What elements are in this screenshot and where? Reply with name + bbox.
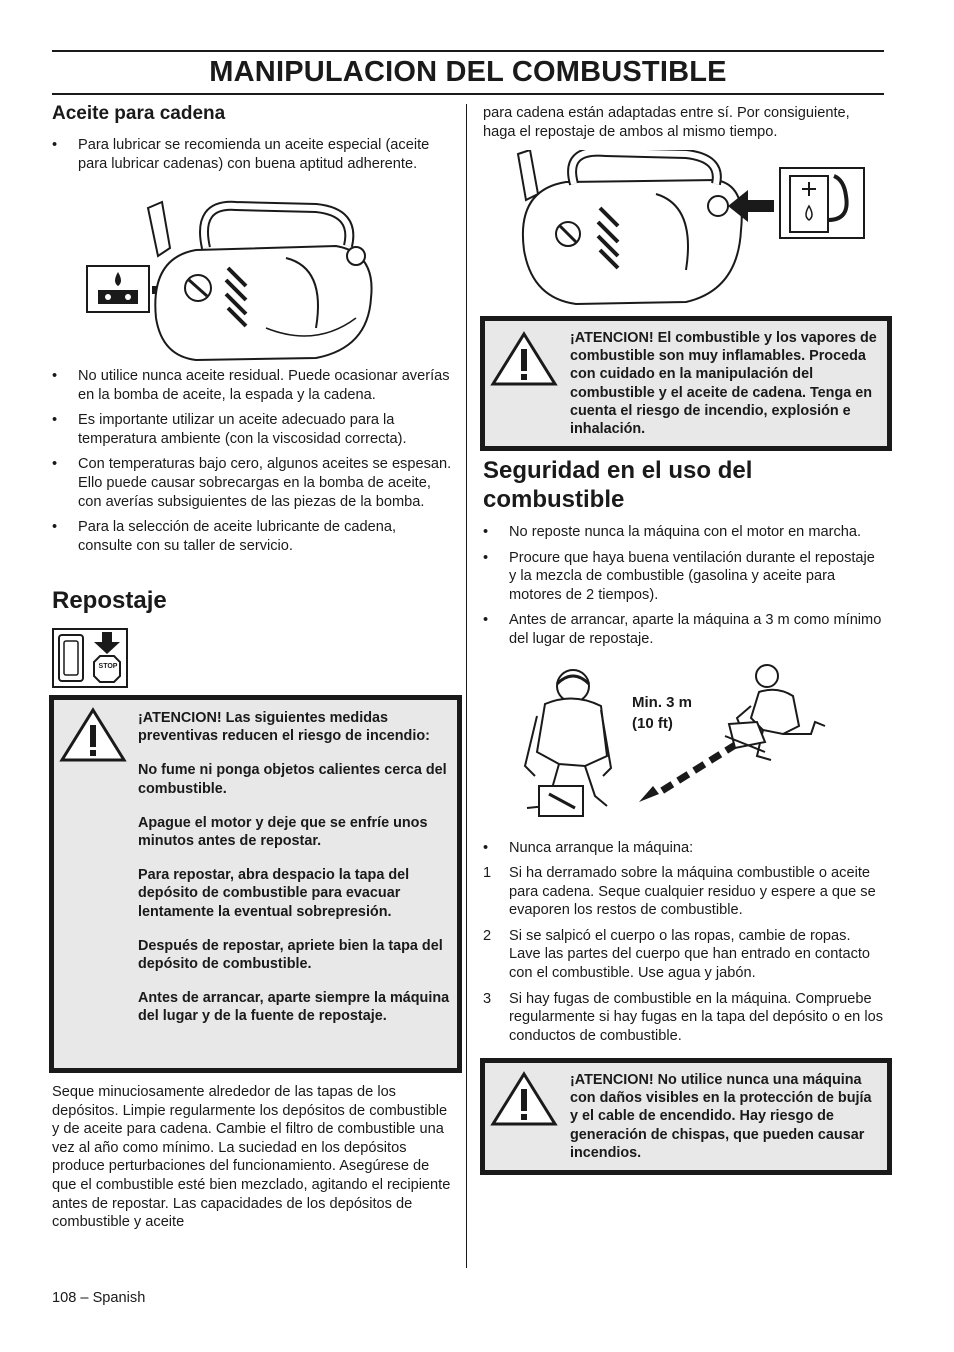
list-item: • Con temperaturas bajo cero, algunos aceites se espesan. Ello puede causar sobrecargas en la bomba de aceite, con averías subsiguientes de las piezas de la bomba. bbox=[52, 455, 452, 511]
warning-paragraph: No fume ni ponga objetos calientes cerca del combustible. bbox=[138, 762, 447, 797]
warning-triangle-icon bbox=[490, 331, 558, 387]
flammable-warning-text: ¡ATENCION! El combustible y los vapores de combustible son muy inflamables. Proceda con cuidado en la manipulación del combustible y el aceite de cadena. Tenga en cuenta el riesgo de incendio, explosión e inhalación. bbox=[570, 330, 877, 438]
refuel-closing-text: Seque minuciosamente alrededor de las tapas de los depósitos. Limpie regularmente los depósitos de combustible y de aceite para cadena. Cambie el filtro de combustible una vez al año como mínimo. La suciedad en los depósitos produce perturbaciones del funcionamiento. Asegúrese de que el combustible esté bien mezclado, agitando el recipiente antes de repostar. Las capacidades de los depósitos de combustible y aceite bbox=[52, 1084, 451, 1231]
chainsaw-oil-illustration bbox=[86, 198, 386, 364]
refuel-warning-box bbox=[49, 695, 462, 1073]
list-item: 1 Si ha derramado sobre la máquina combustible o aceite para cadena. Seque cualquier residuo y espere a que se evaporen los restos de combustible. bbox=[483, 865, 876, 919]
title-rule bbox=[52, 93, 884, 95]
warning-paragraph: Apague el motor y deje que se enfríe unos minutos antes de repostar. bbox=[138, 814, 428, 850]
flammable-warning-box bbox=[480, 316, 892, 451]
stop-label: STOP bbox=[98, 663, 118, 670]
top-rule bbox=[52, 50, 884, 52]
list-item: • Procure que haya buena ventilación durante el repostaje y la mezcla de combustible (gasolina y aceite para motores de 2 tiempos). bbox=[483, 549, 885, 605]
warning-paragraph: Para repostar, abra despacio la tapa del depósito de combustible para evacuar lentamente la eventual sobrepresión. bbox=[138, 867, 410, 920]
chainsaw-fuel-illustration bbox=[516, 150, 866, 308]
column-divider bbox=[466, 104, 467, 1268]
never-start-list bbox=[483, 839, 885, 865]
oil-intro-list bbox=[52, 136, 452, 180]
warning-paragraph: Antes de arrancar, aparte siempre la máquina del lugar y de la fuente de repostaje. bbox=[138, 990, 450, 1025]
never-start-conditions bbox=[483, 864, 885, 1052]
list-item: 3 Si hay fugas de combustible en la máquina. Compruebe regularmente si hay fugas en la tapa del depósito o en los conductos de combustible. bbox=[483, 990, 884, 1044]
continuation-text: para cadena están adaptadas entre sí. Por consiguiente, haga el repostaje de ambos al mismo tiempo. bbox=[483, 105, 850, 140]
distance-label-metric: Min. 3 m bbox=[632, 694, 693, 711]
refuel-heading: Repostaje bbox=[52, 587, 167, 614]
warning-triangle-icon bbox=[490, 1071, 558, 1127]
oil-heading: Aceite para cadena bbox=[52, 103, 226, 124]
page-footer: 108 – Spanish bbox=[52, 1290, 146, 1306]
oil-bullets bbox=[52, 367, 452, 562]
distance-label-imperial: (10 ft) bbox=[632, 715, 673, 732]
list-item: • Para lubricar se recomienda un aceite especial (aceite para lubricar cadenas) con buena aptitud adherente. bbox=[52, 136, 452, 173]
list-item: • Nunca arranque la máquina: bbox=[483, 839, 885, 858]
spark-warning-box bbox=[480, 1058, 892, 1175]
list-item: 2 Si se salpicó el cuerpo o las ropas, cambie de ropas. Lave las partes del cuerpo que han entrado en contacto con el combustible. Use agua y jabón. bbox=[483, 927, 871, 981]
distance-illustration bbox=[515, 656, 845, 822]
page-title: MANIPULACION DEL COMBUSTIBLE bbox=[209, 56, 727, 88]
list-item: • No utilice nunca aceite residual. Puede ocasionar averías en la bomba de aceite, la espada y la cadena. bbox=[52, 367, 452, 404]
warning-paragraph: ¡ATENCION! Las siguientes medidas preventivas reducen el riesgo de incendio: bbox=[138, 710, 430, 745]
spark-warning-text: ¡ATENCION! No utilice nunca una máquina con daños visibles en la protección de bujía y el cable de encendido. Hay riesgo de generación de chispas, que pueden causar incendios. bbox=[570, 1072, 872, 1161]
warning-paragraph: Después de repostar, apriete bien la tapa del depósito de combustible. bbox=[138, 937, 443, 973]
warning-triangle-icon bbox=[59, 707, 127, 763]
list-item: • Es importante utilizar un aceite adecuado para la temperatura ambiente (con la viscosidad correcta). bbox=[52, 411, 452, 448]
list-item: • Antes de arrancar, aparte la máquina a 3 m como mínimo del lugar de repostaje. bbox=[483, 611, 885, 648]
stop-engine-icon bbox=[52, 628, 128, 688]
list-item: • Para la selección de aceite lubricante de cadena, consulte con su taller de servicio. bbox=[52, 518, 452, 555]
list-item: • No reposte nunca la máquina con el motor en marcha. bbox=[483, 523, 885, 542]
refuel-warning-text bbox=[138, 709, 450, 1026]
safety-bullets bbox=[483, 523, 885, 656]
safety-heading: Seguridad en el uso del combustible bbox=[483, 457, 753, 513]
